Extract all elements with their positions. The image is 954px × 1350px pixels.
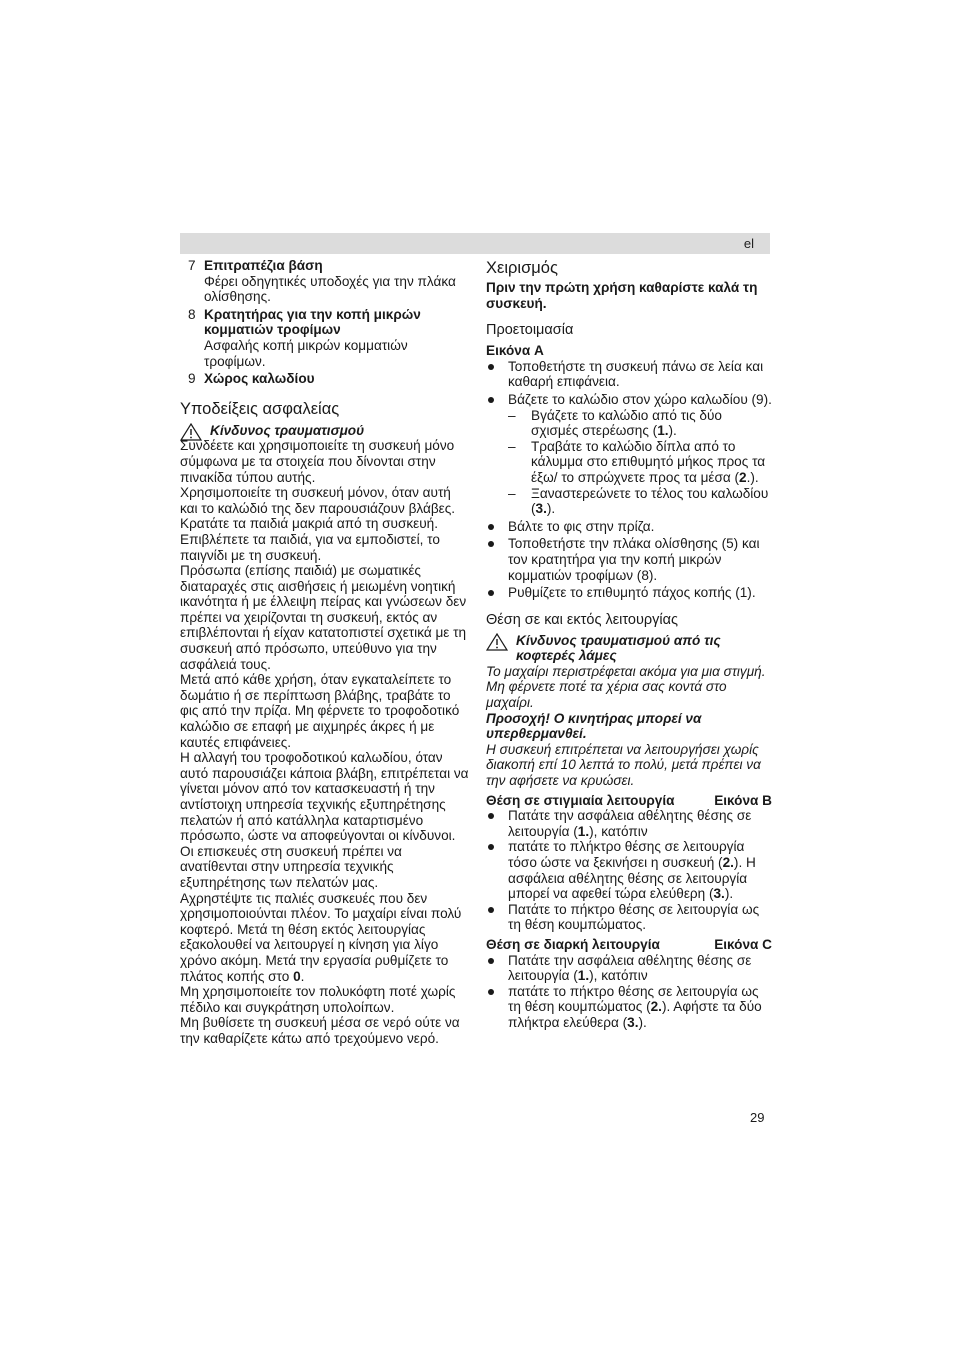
dash-mark: –: [508, 438, 516, 454]
operation-intro: Πριν την πρώτη χρήση καθαρίστε καλά τη συσκευή.: [486, 280, 758, 311]
safety-paragraph: Οι επισκευές στη συσκευή πρέπει να ανατίθενται στην υπηρεσία τεχνικής εξυπηρέτησης των πελατών μας.: [180, 843, 402, 890]
dash-item: [486, 439, 772, 486]
continuous-operation-heading: [486, 937, 772, 953]
bullet-item: Βάλτε το φις στην πρίζα.: [486, 519, 772, 535]
safety-paragraph: Μη χρησιμοποιείτε τον πολυκόφτη ποτέ χωρίς πέδιλο και συγκράτηση υπολοίπων.: [180, 984, 456, 1015]
list-item-8: [180, 307, 470, 369]
figure-a-label: Εικόνα A: [486, 343, 544, 359]
dash-mark: –: [508, 407, 516, 423]
step-number: 1.: [657, 423, 669, 439]
bullet-item: [486, 808, 772, 839]
right-column: [486, 258, 772, 1031]
dash-text: ).: [668, 423, 677, 439]
step-number: 2.: [722, 855, 734, 870]
bullet-text: ), κατόπιν: [589, 968, 648, 984]
safety-paragraph: Μη βυθίσετε τη συσκευή μέσα σε νερό ούτε να την καθαρίζετε κάτω από τρεχούμενο νερό.: [180, 1015, 460, 1046]
warning-triangle-icon: [180, 423, 202, 441]
item-description: Ασφαλής κοπή μικρών κομματιών τροφίμων.: [204, 337, 408, 369]
safety-paragraph: Η αλλαγή του τροφοδοτικού καλωδίου, όταν αυτό παρουσιάζει κάποια βλάβη, επιτρέπεται να γίνεται μόνον από τον κατασκευαστή ή την αντίστοιχη υπηρεσία τεχνικής εξυπηρέτησης πελατών ή από κατάλληλα καταρτισμένο πρόσωπο, ώστε να αποφεύγονται οι κίνδυνοι.: [180, 750, 469, 844]
page-number: 29: [750, 1110, 765, 1125]
safety-heading: Υποδείξεις ασφαλείας: [180, 399, 340, 418]
dash-text: ).: [546, 501, 556, 517]
item-number: 8: [188, 306, 196, 322]
operation-heading: Χειρισμός: [486, 259, 558, 277]
dash-text: Βγάζετε το καλώδιο από τις δύο σχισμές στερέωσης (: [531, 407, 722, 439]
bullet-item: [486, 953, 772, 984]
dash-text: Ξαναστερεώνετε το τέλος του καλωδίου (: [531, 485, 769, 517]
safety-paragraph: Πρόσωπα (επίσης παιδιά) με σωματικές διαταραχές στις αισθήσεις ή μειωμένη νοητική ικανότητα ή με έλλειψη πείρας και γνώσεων δεν πρέπει να χειρίζονται τη συσκευή, εκτός αν επιβλέπονται ή είχαν κατατοπιστεί σχετικά με τη συσκευή από πρόσωπο, υπεύθυνο για την ασφάλειά τους.: [180, 563, 467, 672]
warning-title: Κίνδυνος τραυματισμού: [210, 422, 365, 438]
safety-paragraph-width: [180, 891, 470, 985]
item-number: 9: [188, 371, 196, 387]
figure-c-label: Εικόνα C: [714, 936, 772, 952]
step-number: 1.: [577, 823, 590, 839]
bullet-text: ).: [724, 886, 734, 902]
bullet-text: πατάτε το πήκτρο θέσης σε λειτουργία ως τη θέση κουμπώματος (: [508, 983, 759, 1015]
preparation-heading: Προετοιμασία: [486, 322, 574, 339]
list-item-9: [180, 371, 470, 387]
item-title: Χώρος καλωδίου: [204, 371, 315, 387]
language-code: el: [743, 236, 754, 251]
item-number: 7: [188, 258, 196, 273]
warning-text: Το μαχαίρι περιστρέφεται ακόμα για μια στιγμή. Μη φέρνετε ποτέ τα χέρια σας κοντά στο μαχαίρι.: [486, 663, 766, 711]
momentary-operation-heading: [486, 793, 772, 809]
dash-text: Τραβάτε το καλώδιο δίπλα από το κάλυμμα στο επιθυμητό μήκος προς τα έξω/ το σπρώχνετε προς τα μέσα (: [531, 438, 766, 485]
bullet-text: ). Αφήστε τα δύο πλήκτρα ελεύθερα (: [508, 999, 762, 1030]
step-number: 2.: [650, 999, 662, 1015]
bullet-text: ).: [638, 1014, 647, 1030]
bullet-item: [486, 839, 772, 901]
figure-b-label: Εικόνα B: [714, 792, 772, 808]
dash-item: [486, 486, 772, 517]
list-item-7: [180, 258, 470, 305]
bullet-item: Βάζετε το καλώδιο στον χώρο καλωδίου (9).: [486, 392, 772, 408]
caution-text: Η συσκευή επιτρέπεται να λειτουργήσει χωρίς διακοπή επί 10 λεπτά το πολύ, μετά πρέπει να την αφήσετε να κρυώσει.: [486, 741, 761, 789]
warning-triangle-icon: [486, 633, 508, 651]
period: .: [300, 968, 305, 984]
bullet-item: Τοποθετήστε την πλάκα ολίσθησης (5) και τον κρατητήρα για την κοπή μικρών κομματιών τροφίμων (8).: [486, 536, 772, 583]
item-title: Επιτραπέζια βάση: [204, 258, 323, 273]
safety-paragraph: Μετά από κάθε χρήση, όταν εγκαταλείπετε το δωμάτιο ή σε περίπτωση βλάβης, τραβάτε το φις από την πρίζα. Μη φέρνετε το τροφοδοτικό καλώδιο σε επαφή με αιχμηρές άκρες ή με καυτές επιφάνειες.: [180, 672, 460, 750]
safety-paragraph: Χρησιμοποιείτε τη συσκευή μόνον, όταν αυτή και το καλώδιό της δεν παρουσιάζουν βλάβες.: [180, 485, 456, 516]
step-number: 3.: [535, 501, 547, 517]
width-value: 0: [293, 968, 301, 984]
subheading-text: Θέση σε διαρκή λειτουργία: [486, 936, 660, 952]
dash-text: .).: [746, 469, 759, 485]
step-number: 1.: [577, 968, 590, 984]
safety-paragraph: Συνδέετε και χρησιμοποιείτε τη συσκευή μόνο σύμφωνα με τα στοιχεία που δίνονται στην πινακίδα τύπου αυτής.: [180, 438, 455, 485]
header-bar: [180, 233, 770, 254]
dash-mark: –: [508, 485, 516, 501]
caution-title: Προσοχή! Ο κινητήρας μπορεί να υπερθερμανθεί.: [486, 710, 702, 742]
bullet-text: ), κατόπιν: [589, 823, 648, 839]
safety-paragraph: Κρατάτε τα παιδιά μακριά από τη συσκευή. Επιβλέπετε τα παιδιά, για να εμποδιστεί, το παιγνίδι με τη συσκευή.: [180, 516, 440, 563]
bullet-text: ). Η ασφάλεια αθέλητης θέσης σε λειτουργία μπορεί να αφεθεί τώρα ελεύθερη (: [508, 855, 756, 902]
paragraph-text: Αχρηστέψτε τις παλιές συσκευές που δεν χρησιμοποιούνται πλέον. Το μαχαίρι είναι πολύ κοφτερό. Μετά τη θέση εκτός λειτουργίας εξακολουθεί να λειτουργεί η κίνηση για λίγο χρόνο ακόμη. Μετά την εργασία ρυθμίζετε το πλάτος κοπής στο: [180, 890, 462, 984]
blade-warning: [486, 633, 772, 664]
item-description: Φέρει οδηγητικές υποδοχές για την πλάκα ολίσθησης.: [204, 273, 456, 305]
bullet-text: πατάτε το πλήκτρο θέσης σε λειτουργία τόσο ώστε να ξεκινήσει η συσκευή (: [508, 839, 745, 870]
bullet-item: [486, 984, 772, 1031]
left-column: [180, 258, 470, 1047]
dash-item: [486, 408, 772, 439]
bullet-item: Ρυθμίζετε το επιθυμητό πάχος κοπής (1).: [486, 585, 772, 601]
bullet-item: Τοποθετήστε τη συσκευή πάνω σε λεία και καθαρή επιφάνεια.: [486, 359, 772, 390]
bullet-item: Πατάτε το πήκτρο θέσης σε λειτουργία ως τη θέση κουμπώματος.: [486, 902, 772, 933]
bullet-text: Πατάτε την ασφάλεια αθέλητης θέσης σε λειτουργία (: [508, 952, 752, 984]
safety-warning: [180, 423, 470, 439]
subheading-text: Θέση σε στιγμιαία λειτουργία: [486, 792, 675, 808]
item-title: Κρατητήρας για την κοπή μικρών κομματιών τροφίμων: [204, 306, 421, 338]
step-number: 3.: [713, 886, 725, 902]
bullet-text: Πατάτε την ασφάλεια αθέλητης θέσης σε λειτουργία (: [508, 808, 752, 839]
step-number: 3.: [627, 1014, 639, 1030]
step-number: 2: [739, 469, 747, 485]
warning-title: Κίνδυνος τραυματισμού από τις κοφτερές λάμες: [516, 632, 721, 664]
on-off-heading: Θέση σε και εκτός λειτουργίας: [486, 611, 678, 628]
